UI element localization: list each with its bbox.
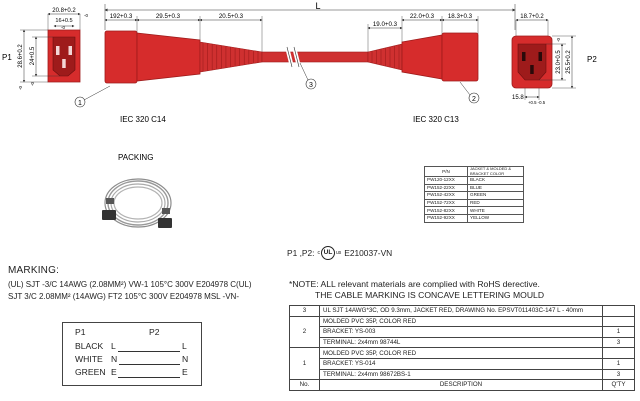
c14-connector-name: IEC 320 C14 — [120, 115, 166, 124]
wiring-row-black: BLACK L L — [75, 341, 187, 351]
c13-front-view — [512, 14, 576, 105]
c13-body-length-dim: 18.3+0.3 — [447, 13, 473, 20]
table-row: PW120-12XX BLACK — [425, 177, 524, 185]
svg-text:-0: -0 — [18, 85, 23, 90]
marking-line-1: (UL) SJT -3/C 14AWG (2.08MM²) VW-1 105°C 300V E204978 C(UL) — [8, 280, 252, 289]
wire-line — [118, 377, 180, 378]
color-code-table — [424, 166, 524, 223]
c13-connector-side-view — [368, 33, 478, 81]
table-row: BRACKET: YS-003 1 — [290, 327, 635, 338]
callout-1 — [75, 86, 110, 107]
certification — [287, 246, 392, 260]
wiring-row-green: GREEN E E — [75, 367, 188, 377]
table-row: 1 MOLDED PVC 35P, COLOR RED — [290, 348, 635, 359]
svg-text:-0: -0 — [30, 81, 35, 86]
note-line-2: THE CABLE MARKING IS CONCAVE LETTERING MOULD — [315, 290, 545, 300]
c13-height-outer-dim: 25.5+0.2 — [566, 50, 572, 74]
marking-title: MARKING: — [8, 265, 60, 276]
cert-file-number: E210037-VN — [344, 248, 393, 258]
packing-coil-illustration — [100, 170, 180, 240]
table-row: P/N JACKET & MOLDED & BRACKET COLOR — [425, 167, 524, 177]
packing-label: PACKING — [118, 153, 154, 162]
overall-length-label: L — [315, 1, 321, 11]
note-line-1: *NOTE: ALL relevant materials are complied with RoHS derective. — [289, 279, 540, 289]
marking-line-2: SJT 3/C 2.08MM² (14AWG) FT2 105°C 300V E204978 MSL -VN- — [8, 292, 239, 301]
callout-2 — [460, 82, 479, 103]
svg-text:-0: -0 — [61, 25, 66, 30]
ul-logo: c UL us — [317, 246, 341, 260]
table-row: PW152-92XX YELLOW — [425, 214, 524, 222]
wiring-box — [62, 322, 202, 386]
c14-inner-width-dim: 16+0.5 — [55, 18, 73, 24]
wire-line — [119, 364, 180, 365]
wiring-p1-label: P1 — [75, 327, 86, 337]
p1-side-label: P1 — [2, 53, 12, 62]
c14-strain-length-dim: 20.5+0.3 — [218, 13, 244, 20]
p2-side-label: P2 — [587, 55, 597, 64]
c14-face-width-dim: 20.8+0.2 — [52, 8, 76, 14]
svg-text:3: 3 — [309, 82, 313, 89]
wiring-p2-label: P2 — [149, 327, 160, 337]
c14-front-view — [18, 8, 88, 90]
c14-height-outer-dim: 28.6+0.2 — [18, 44, 24, 68]
svg-text:2: 2 — [472, 96, 476, 103]
c14-body-length-dim: 192+0.3 — [109, 13, 133, 20]
bom-table — [289, 305, 635, 391]
cable-body — [262, 47, 368, 67]
wiring-row-white: WHITE N N — [75, 354, 189, 364]
c13-height-inner-dim: 23.0+0.5 — [556, 50, 562, 74]
table-row: 2 MOLDED PVC 35P, COLOR RED — [290, 316, 635, 327]
svg-text:-0: -0 — [556, 37, 561, 42]
table-row: TERMINAL: 2x4mm 98744L 3 — [290, 337, 635, 348]
table-row: PW152-42XX GREEN — [425, 192, 524, 200]
table-row: 3 UL SJT 14AWG*3C, OD 9.3mm, JACKET RED, DRAWING No. EPSVT011403C-147 L - 40mm — [290, 306, 635, 317]
cable-drawing — [0, 0, 640, 170]
c14-plug-side-view — [105, 31, 262, 83]
svg-text:-0: -0 — [84, 13, 89, 18]
c13-connector-name: IEC 320 C13 — [413, 115, 459, 124]
table-row: PW152-22XX BLUE — [425, 184, 524, 192]
table-row: BRACKET: YS-014 1 — [290, 358, 635, 369]
table-row: TERMINAL: 2x4mm 98672BS-1 3 — [290, 369, 635, 380]
c14-boot-length-dim: 29.5+0.3 — [155, 13, 181, 20]
c13-strain-length-dim: 19.0+0.3 — [372, 21, 398, 28]
c13-boot-length-dim: 22.0+0.3 — [409, 13, 435, 20]
callout-3 — [300, 63, 316, 89]
cert-prefix: P1 ,P2: — [287, 248, 315, 258]
table-row: No. DESCRIPTION Q'TY — [290, 380, 635, 391]
table-row: PW152-82XX WHITE — [425, 207, 524, 215]
svg-text:+0.5 -0.5: +0.5 -0.5 — [528, 100, 546, 105]
table-row: PW152-72XX RED — [425, 199, 524, 207]
c13-face-width-dim: 18.7+0.2 — [520, 14, 544, 20]
svg-text:1: 1 — [78, 100, 82, 107]
c13-bottom-width-dim: 15.8 — [512, 95, 524, 101]
c14-height-inner-dim: 24+0.5 — [30, 46, 36, 66]
wire-line — [118, 351, 180, 352]
